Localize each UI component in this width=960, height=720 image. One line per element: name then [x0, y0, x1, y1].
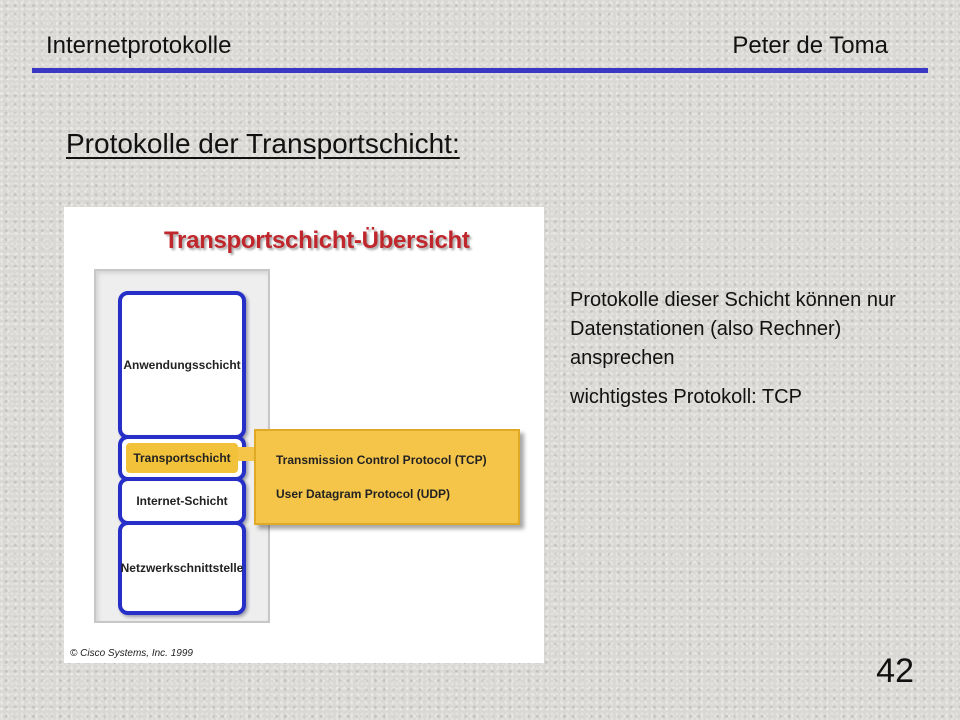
layer-network-interface — [118, 521, 246, 615]
layer-label: Anwendungsschicht — [123, 358, 241, 372]
slide-title: Protokolle der Transportschicht: — [66, 128, 460, 159]
header-title: Internetprotokolle — [46, 32, 232, 59]
transport-layer-figure — [64, 207, 544, 663]
layer-transport-highlight — [126, 443, 238, 473]
header-author: Peter de Toma — [732, 32, 888, 59]
page-number: 42 — [876, 652, 914, 690]
body-paragraph: wichtigstes Protokoll: TCP — [570, 386, 802, 408]
layer-internet — [118, 477, 246, 525]
layer-transport — [118, 435, 246, 481]
layer-label: Internet-Schicht — [136, 494, 228, 508]
layer-label: Transportschicht — [133, 451, 231, 465]
body-paragraph: Protokolle dieser Schicht können nur Datenstationen (also Rechner) ansprechen — [570, 289, 896, 369]
figure-title: Transportschicht-Übersicht — [164, 227, 470, 254]
figure-copyright: © Cisco Systems, Inc. 1999 — [70, 648, 193, 659]
protocol-udp: User Datagram Protocol (UDP) — [276, 487, 451, 501]
header-divider — [32, 68, 928, 73]
protocol-tcp: Transmission Control Protocol (TCP) — [276, 453, 487, 467]
layer-label: Netzwerkschnittstelle — [120, 561, 244, 575]
layer-application — [118, 291, 246, 439]
protocol-box — [254, 429, 520, 525]
body-text — [570, 286, 910, 422]
